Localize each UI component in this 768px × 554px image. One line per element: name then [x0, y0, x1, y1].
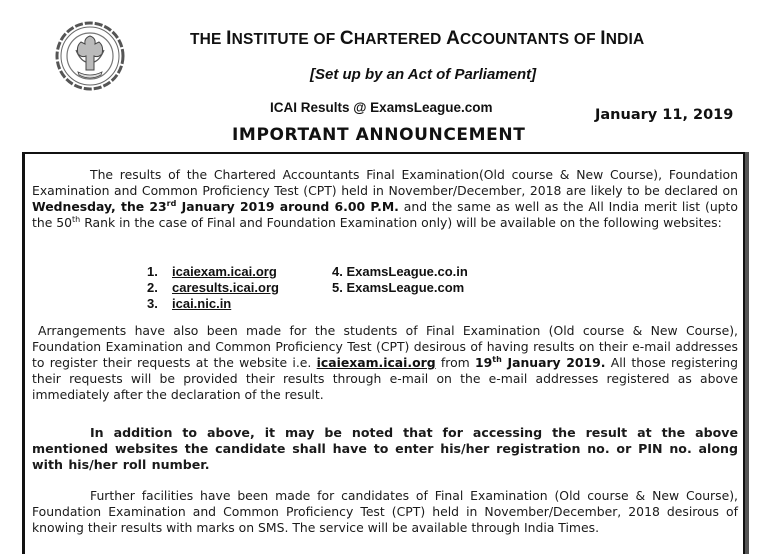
- paragraph-access-note: [32, 425, 738, 473]
- list-number: 4.: [332, 264, 343, 279]
- paragraph-email-registration: [32, 323, 738, 403]
- paragraph-results-declaration: [32, 167, 738, 231]
- ordinal-suffix: th: [492, 355, 502, 364]
- seal-icon: [54, 20, 126, 92]
- title-part: NDIA: [605, 31, 645, 48]
- list-number: 2.: [147, 280, 158, 295]
- title-part: A: [446, 28, 460, 49]
- title-part: CCOUNTANTS OF: [459, 31, 601, 48]
- website-link-caresults[interactable]: caresults.icai.org: [172, 280, 279, 295]
- title-part: HARTERED: [353, 31, 447, 48]
- websites-row: [147, 280, 468, 296]
- declaration-day: Wednesday, the 23: [32, 199, 167, 214]
- list-number: 3.: [147, 296, 158, 311]
- text: Arrangements have also been made for the students of Final Examination (Old course & New Course), Foundation Examination and Common Proficiency Test (CPT) desirous of having results on their e-mail addresses to register their requests at the website i.e.: [32, 323, 738, 370]
- website-link-icaiexam[interactable]: icaiexam.icai.org: [172, 264, 277, 279]
- title-part: NSTITUTE OF: [231, 31, 340, 48]
- announcement-heading: IMPORTANT ANNOUNCEMENT: [232, 125, 526, 145]
- ordinal-suffix: th: [72, 215, 81, 224]
- text: The results of the Chartered Accountants Final Examination(Old course & New Course), Foundation Examination and Common Proficiency Test (CPT) held in November/December, 2018 are likely to be declared on: [32, 167, 738, 198]
- websites-row: [147, 264, 468, 280]
- text: All those registering their requests will be provided their results through e-mail on the e-mail addresses registered as above immediately after the declaration of the result.: [32, 355, 739, 402]
- list-number: 5.: [332, 280, 343, 295]
- registration-website-link[interactable]: icaiexam.icai.org: [316, 355, 436, 370]
- websites-list: [147, 264, 468, 312]
- title-part: I: [600, 28, 606, 49]
- website-examsleague-co-in: ExamsLeague.co.in: [346, 264, 468, 279]
- list-number: 1.: [147, 264, 158, 279]
- text: In addition to above, it may be noted that for accessing the result at the above mentioned websites the candidate shall have to enter his/her registration no. or PIN no. along with his/her roll number.: [32, 425, 738, 472]
- text: Further facilities have been made for candidates of Final Examination (Old course & New Course), Foundation Examination and Common Proficiency Test (CPT) held in November/December, 2018 desirous of knowing their results with marks on SMS. The service will be available through India Times.: [32, 488, 738, 535]
- subtitle: [Set up by an Act of Parliament]: [310, 66, 537, 83]
- website-link-icai-nic[interactable]: icai.nic.in: [172, 296, 232, 311]
- text: and the same as well as the All India merit list (upto the 50: [32, 199, 738, 230]
- text: Rank in the case of Final and Foundation Examination only) will be available on the following websites:: [80, 215, 722, 230]
- institute-title: [190, 28, 730, 50]
- registration-date-month: January 2019.: [501, 355, 606, 370]
- text: from: [435, 355, 476, 370]
- website-examsleague-com: ExamsLeague.com: [346, 280, 465, 295]
- websites-row: [147, 296, 468, 312]
- watermark-text: ICAI Results @ ExamsLeague.com: [270, 100, 493, 115]
- icai-seal-logo: [54, 20, 126, 92]
- paragraph-sms-facility: [32, 488, 738, 536]
- declaration-time: January 2019 around 6.00 P.M.: [176, 199, 399, 214]
- title-part: C: [339, 28, 354, 49]
- title-part: I: [226, 28, 232, 49]
- title-part: THE: [190, 31, 227, 48]
- announcement-date: January 11, 2019: [595, 107, 734, 123]
- registration-date: 19: [475, 355, 493, 370]
- ordinal-suffix: rd: [166, 199, 177, 208]
